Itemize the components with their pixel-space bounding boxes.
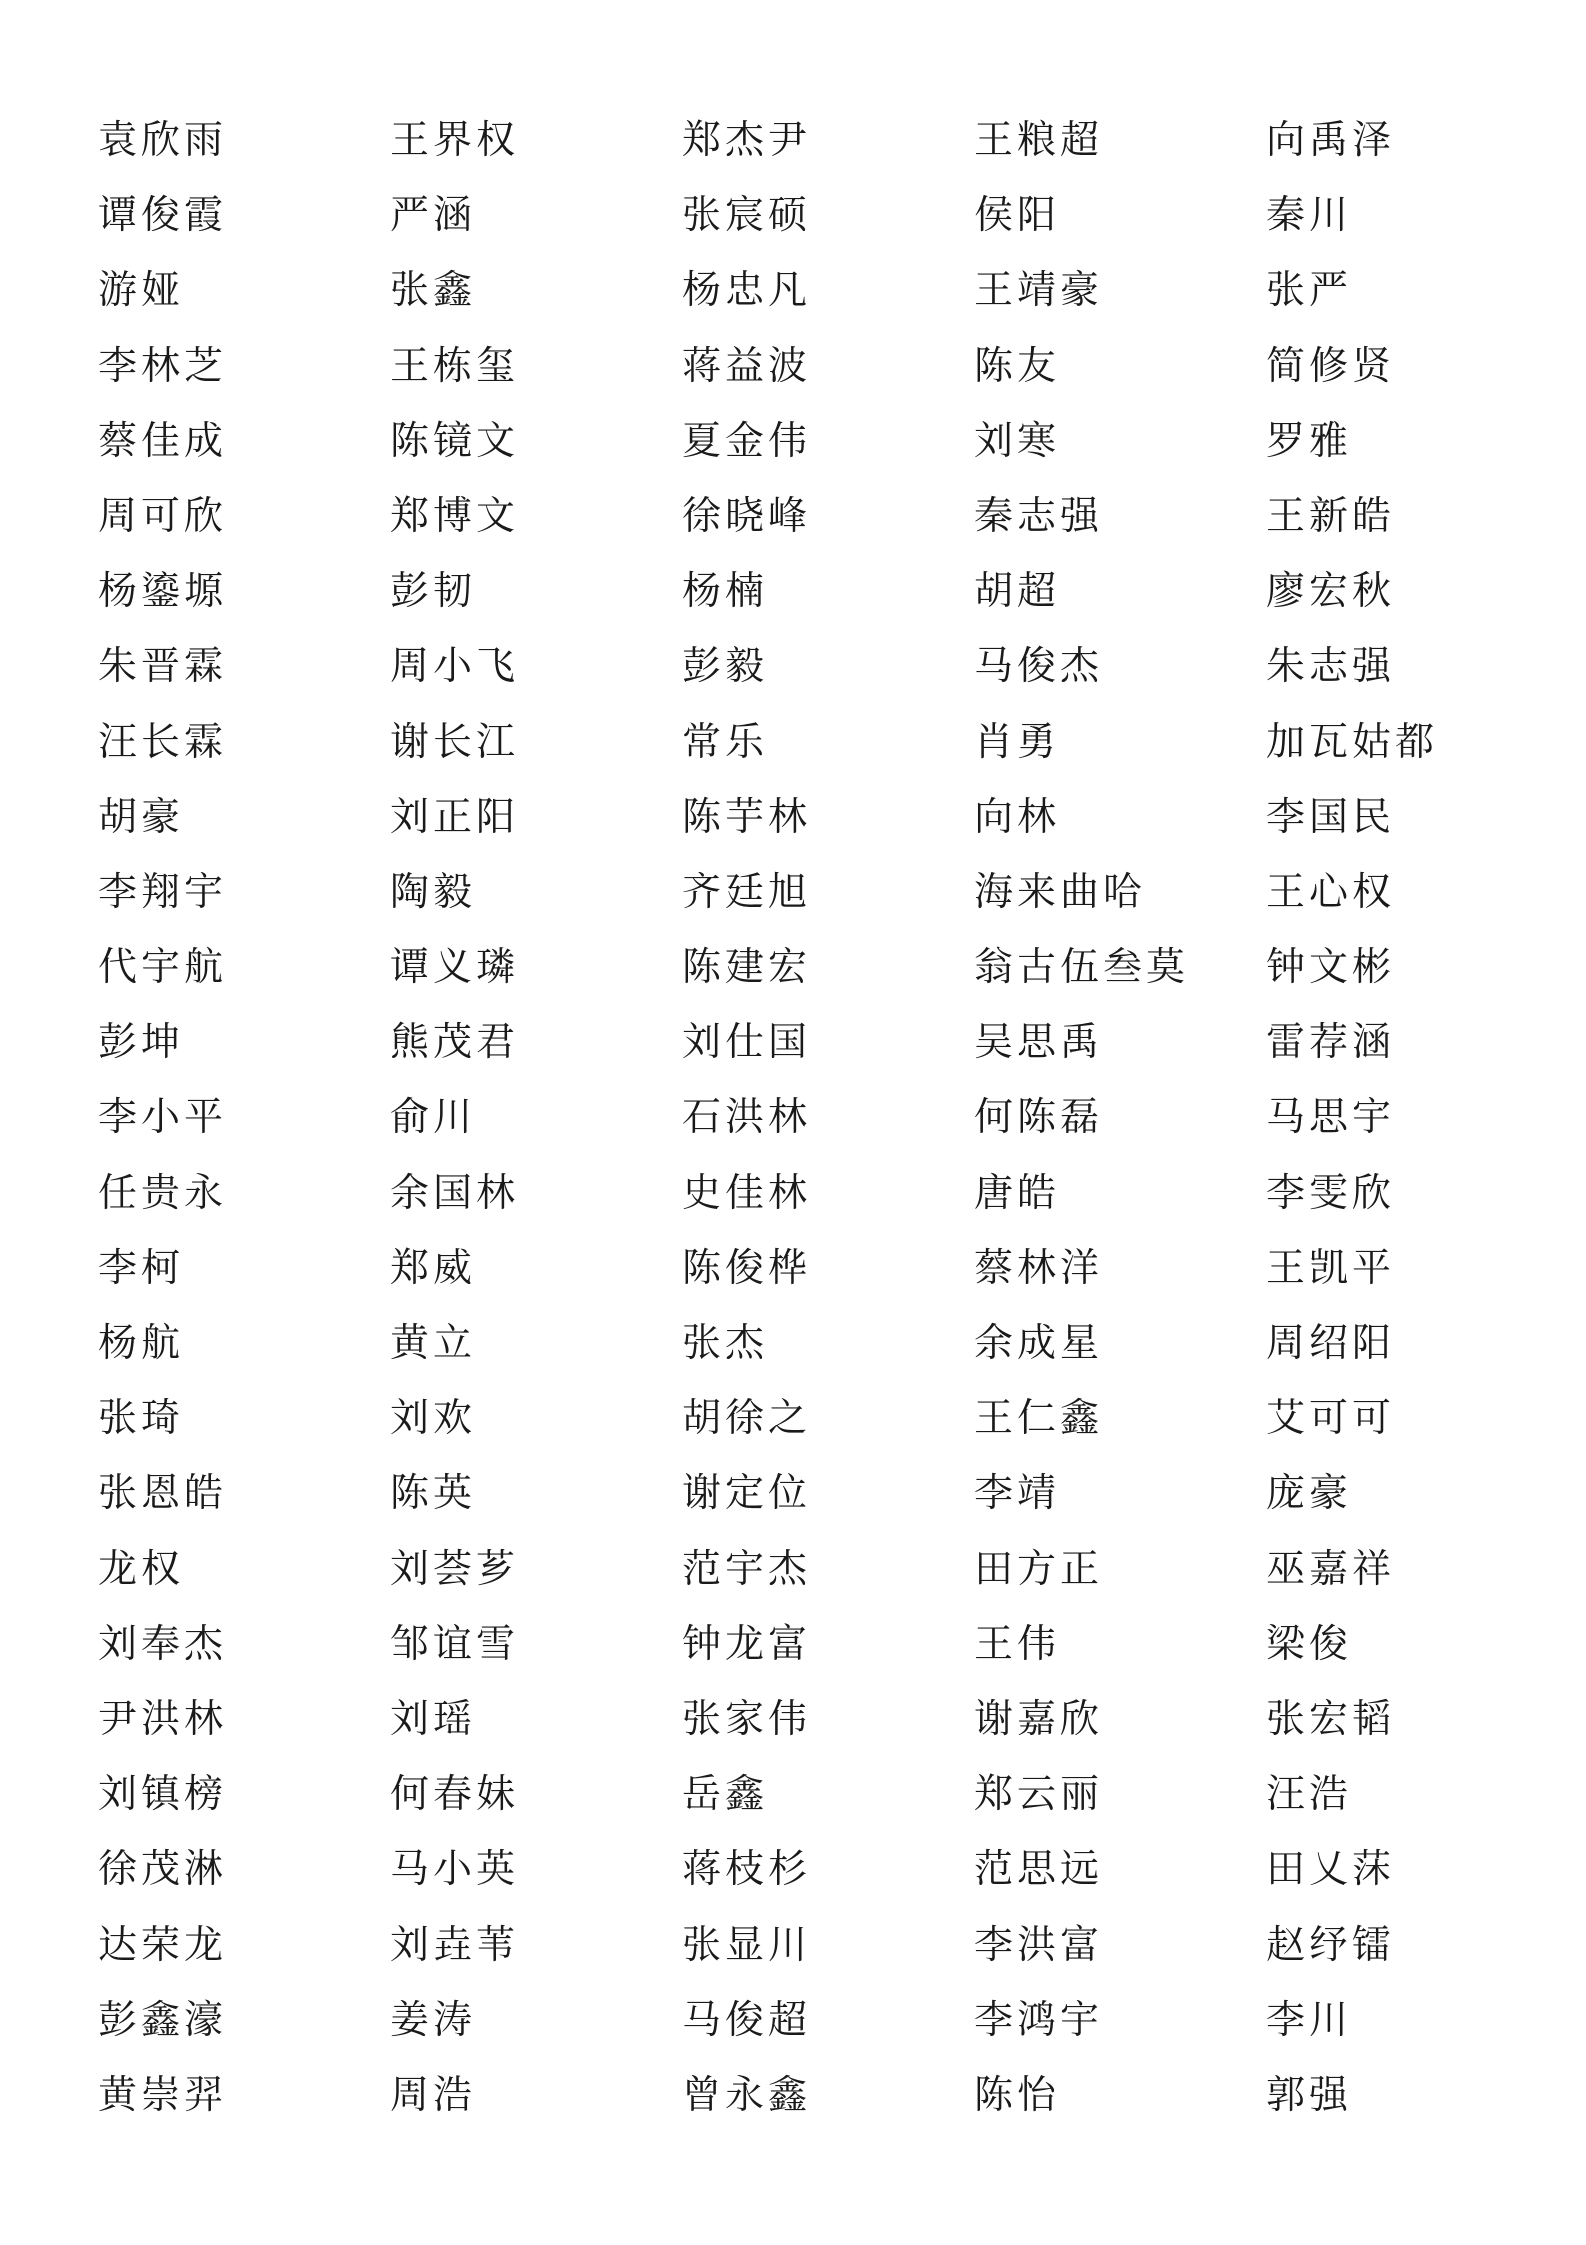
name-entry: 雷荐涵	[1266, 1020, 1396, 1066]
name-entry: 翁古伍叁莫	[974, 945, 1190, 991]
name-entry: 汪浩	[1266, 1772, 1353, 1818]
name-entry: 马小英	[390, 1847, 520, 1893]
name-entry: 熊茂君	[390, 1020, 520, 1066]
name-entry: 陈怡	[974, 2072, 1061, 2118]
name-entry: 胡徐之	[682, 1396, 812, 1442]
name-entry: 蒋枝杉	[682, 1847, 812, 1893]
name-list	[98, 103, 1518, 2133]
name-entry: 邹谊雪	[390, 1621, 520, 1667]
name-entry: 秦川	[1266, 193, 1353, 239]
name-entry: 刘荟芗	[390, 1546, 520, 1592]
name-entry: 蒋益波	[682, 343, 812, 389]
name-entry: 范思远	[974, 1847, 1104, 1893]
name-entry: 张严	[1266, 268, 1353, 314]
name-entry: 李柯	[98, 1245, 185, 1291]
name-entry: 李国民	[1266, 794, 1396, 840]
name-entry: 史佳林	[682, 1170, 812, 1216]
name-entry: 黄崇羿	[98, 2072, 228, 2118]
name-entry: 秦志强	[974, 493, 1104, 539]
name-entry: 廖宏秋	[1266, 569, 1396, 615]
name-entry: 艾可可	[1266, 1396, 1396, 1442]
name-entry: 袁欣雨	[98, 118, 228, 163]
name-entry: 张鑫	[390, 268, 477, 314]
name-entry: 肖勇	[974, 719, 1061, 765]
name-entry: 黄立	[390, 1321, 477, 1366]
name-entry: 刘奉杰	[98, 1621, 228, 1667]
name-entry: 张恩皓	[98, 1471, 228, 1517]
name-entry: 郑云丽	[974, 1772, 1104, 1818]
name-entry: 范宇杰	[682, 1546, 812, 1592]
name-entry: 石洪林	[682, 1095, 812, 1141]
name-entry: 钟文彬	[1266, 945, 1396, 991]
name-entry: 杨忠凡	[682, 268, 812, 314]
name-entry: 刘寒	[974, 418, 1061, 464]
name-entry: 刘垚苇	[390, 1922, 520, 1968]
name-entry: 常乐	[682, 719, 769, 765]
name-entry: 刘镇榜	[98, 1772, 228, 1818]
name-entry: 杨鎏塬	[98, 569, 228, 615]
name-entry: 胡豪	[98, 794, 185, 840]
name-entry: 梁俊	[1266, 1621, 1353, 1667]
name-entry: 徐晓峰	[682, 493, 812, 539]
name-entry: 何陈磊	[974, 1095, 1104, 1141]
name-entry: 李小平	[98, 1095, 228, 1141]
name-entry: 彭毅	[682, 644, 769, 690]
name-entry: 张琦	[98, 1396, 185, 1442]
name-entry: 王新皓	[1266, 493, 1396, 539]
name-entry: 王栋玺	[390, 343, 520, 389]
name-entry: 唐皓	[974, 1170, 1061, 1216]
name-entry: 齐廷旭	[682, 869, 812, 915]
name-entry: 蔡佳成	[98, 418, 228, 464]
name-entry: 彭鑫濠	[98, 1997, 228, 2043]
name-entry: 陈英	[390, 1471, 477, 1517]
name-entry: 夏金伟	[682, 418, 812, 464]
name-entry: 任贵永	[98, 1170, 228, 1216]
name-entry: 吴思禹	[974, 1020, 1104, 1066]
name-entry: 王界权	[390, 118, 520, 163]
name-entry: 李翔宇	[98, 869, 228, 915]
name-entry: 向林	[974, 794, 1061, 840]
name-entry: 李林芝	[98, 343, 228, 389]
name-entry: 陶毅	[390, 869, 477, 915]
name-entry: 刘瑶	[390, 1696, 477, 1742]
name-entry: 向禹泽	[1266, 118, 1396, 163]
name-entry: 庞豪	[1266, 1471, 1353, 1517]
name-entry: 杨航	[98, 1321, 185, 1366]
name-entry: 陈俊桦	[682, 1245, 812, 1291]
name-entry: 王心权	[1266, 869, 1396, 915]
name-entry: 李雯欣	[1266, 1170, 1396, 1216]
name-entry: 陈芋林	[682, 794, 812, 840]
name-entry: 谭义璘	[390, 945, 520, 991]
name-entry: 曾永鑫	[682, 2072, 812, 2118]
name-entry: 陈镜文	[390, 418, 520, 464]
name-entry: 龙权	[98, 1546, 185, 1592]
name-entry: 陈友	[974, 343, 1061, 389]
name-entry: 王仁鑫	[974, 1396, 1104, 1442]
name-entry: 郭强	[1266, 2072, 1353, 2118]
name-entry: 刘欢	[390, 1396, 477, 1442]
name-entry: 陈建宏	[682, 945, 812, 991]
name-entry: 罗雅	[1266, 418, 1353, 464]
name-entry: 王粮超	[974, 118, 1104, 163]
name-entry: 张家伟	[682, 1696, 812, 1742]
name-entry: 王伟	[974, 1621, 1061, 1667]
name-entry: 谢嘉欣	[974, 1696, 1104, 1742]
name-entry: 胡超	[974, 569, 1061, 615]
name-entry: 张宸硕	[682, 193, 812, 239]
name-entry: 田方正	[974, 1546, 1104, 1592]
name-entry: 周小飞	[390, 644, 520, 690]
name-entry: 彭韧	[390, 569, 477, 615]
name-entry: 游娅	[98, 268, 185, 314]
name-entry: 朱晋霖	[98, 644, 228, 690]
name-entry: 彭坤	[98, 1020, 185, 1066]
name-entry: 马俊杰	[974, 644, 1104, 690]
name-entry: 加瓦姑都	[1266, 719, 1439, 765]
name-entry: 谢长江	[390, 719, 520, 765]
name-entry: 朱志强	[1266, 644, 1396, 690]
name-entry: 俞川	[390, 1095, 477, 1141]
name-entry: 汪长霖	[98, 719, 228, 765]
name-entry: 李靖	[974, 1471, 1061, 1517]
name-entry: 王凯平	[1266, 1245, 1396, 1291]
name-entry: 马思宇	[1266, 1095, 1396, 1141]
name-entry: 谭俊霞	[98, 193, 228, 239]
name-entry: 刘正阳	[390, 794, 520, 840]
name-entry: 达荣龙	[98, 1922, 228, 1968]
name-entry: 张杰	[682, 1321, 769, 1366]
name-entry: 谢定位	[682, 1471, 812, 1517]
name-entry: 姜涛	[390, 1997, 477, 2043]
name-entry: 李川	[1266, 1997, 1353, 2043]
name-entry: 周可欣	[98, 493, 228, 539]
name-entry: 郑杰尹	[682, 118, 812, 163]
name-entry: 徐茂淋	[98, 1847, 228, 1893]
name-entry: 巫嘉祥	[1266, 1546, 1396, 1592]
name-entry: 马俊超	[682, 1997, 812, 2043]
name-entry: 简修贤	[1266, 343, 1396, 389]
name-entry: 郑博文	[390, 493, 520, 539]
name-entry: 余成星	[974, 1321, 1104, 1366]
name-entry: 周浩	[390, 2072, 477, 2118]
name-entry: 海来曲哈	[974, 869, 1147, 915]
name-entry: 岳鑫	[682, 1772, 769, 1818]
name-entry: 李鸿宇	[974, 1997, 1104, 2043]
name-entry: 李洪富	[974, 1922, 1104, 1968]
name-entry: 代宇航	[98, 945, 228, 991]
name-entry: 钟龙富	[682, 1621, 812, 1667]
name-entry: 严涵	[390, 193, 477, 239]
name-entry: 尹洪林	[98, 1696, 228, 1742]
name-entry: 侯阳	[974, 193, 1061, 239]
name-entry: 周绍阳	[1266, 1321, 1396, 1366]
name-entry: 赵纾镭	[1266, 1922, 1396, 1968]
name-entry: 郑威	[390, 1245, 477, 1291]
name-entry: 田乂莯	[1266, 1847, 1396, 1893]
name-entry: 王靖豪	[974, 268, 1104, 314]
name-entry: 杨楠	[682, 569, 769, 615]
name-entry: 张宏韬	[1266, 1696, 1396, 1742]
name-entry: 何春妹	[390, 1772, 520, 1818]
name-entry: 蔡林洋	[974, 1245, 1104, 1291]
name-entry: 刘仕国	[682, 1020, 812, 1066]
name-entry: 余国林	[390, 1170, 520, 1216]
name-entry: 张显川	[682, 1922, 812, 1968]
